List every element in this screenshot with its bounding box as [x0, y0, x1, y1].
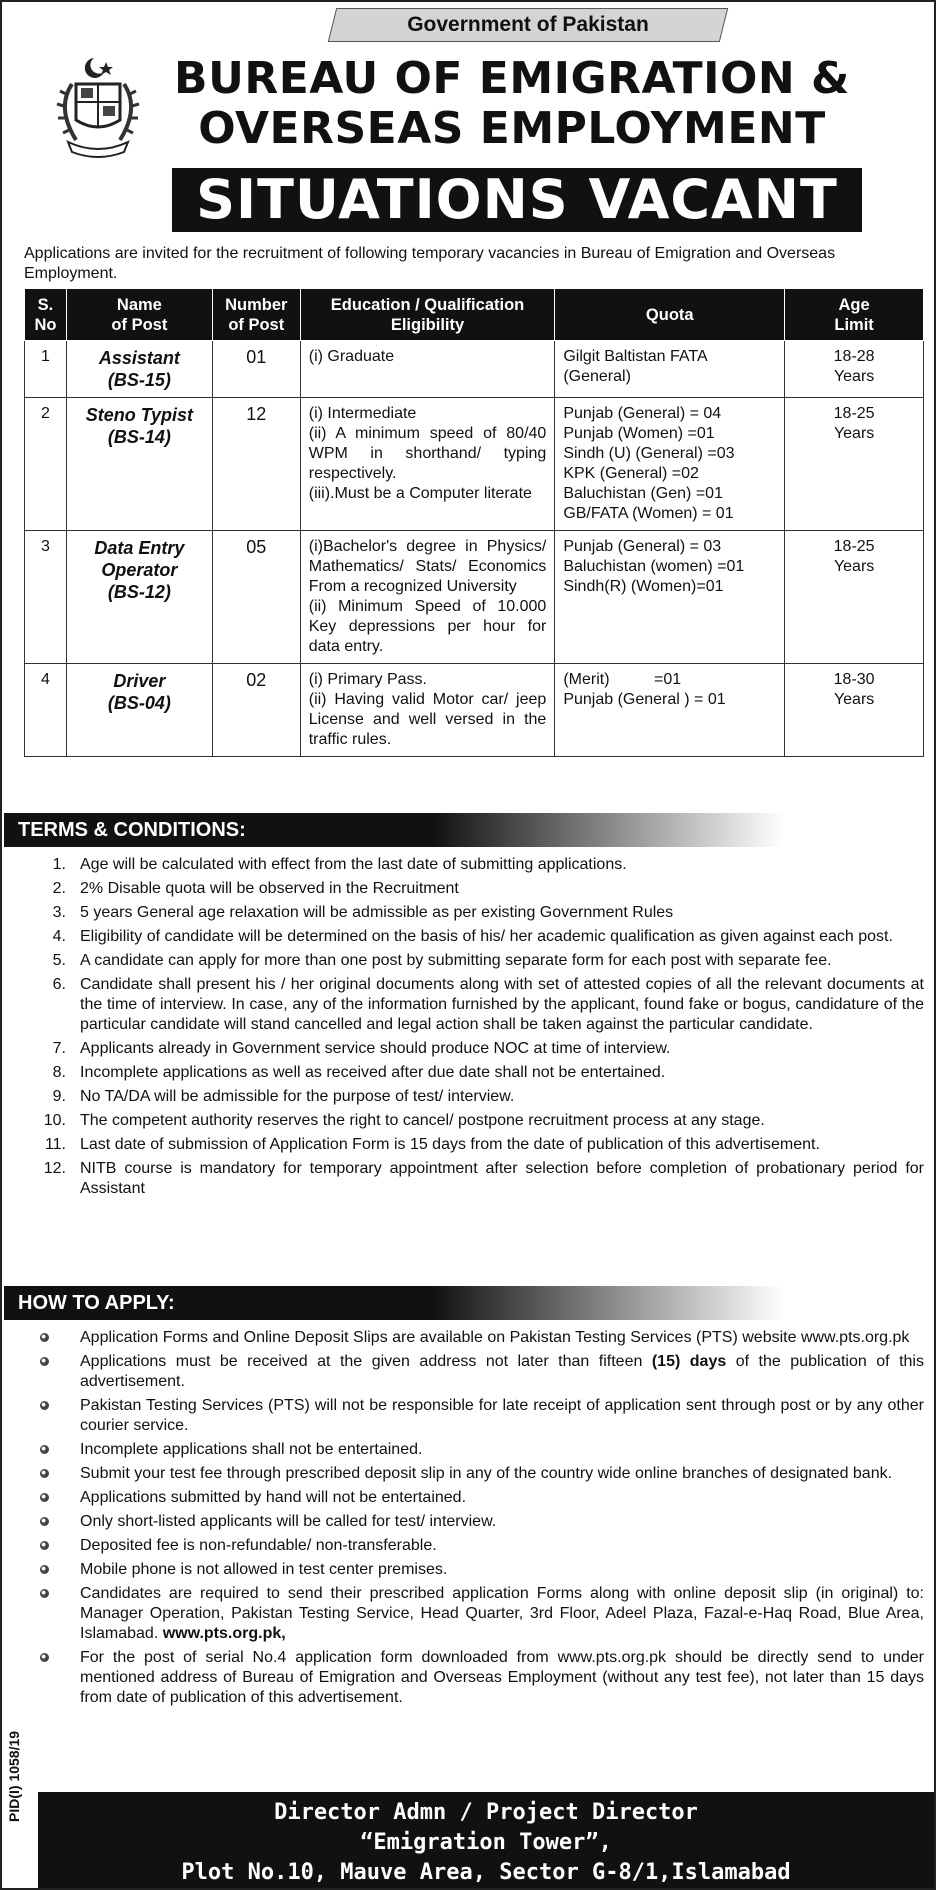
- table-header-row: [25, 289, 924, 341]
- cell-age-limit-line: Years: [833, 425, 875, 442]
- cell-quota-line: Punjab (General ) = 01: [563, 691, 726, 708]
- terms-item-number: 6.: [52, 976, 66, 993]
- apply-item-text-main: Incomplete applications shall not be entertained.: [80, 1441, 423, 1458]
- bureau-title-line-2: OVERSEAS EMPLOYMENT: [198, 103, 826, 154]
- apply-item-text-main: Deposited fee is non-refundable/ non-transferable.: [80, 1537, 437, 1554]
- apply-item: [24, 1328, 924, 1348]
- terms-item-text: 5 years General age relaxation will be admissible as per existing Government Rules: [80, 904, 674, 921]
- footer-line-1: Director Admn / Project Director: [274, 1800, 698, 1825]
- terms-item: [24, 927, 924, 947]
- cell-quota-line: Punjab (General) = 04: [563, 405, 722, 422]
- terms-item: [24, 855, 924, 875]
- cell-age-limit-line: 18-25: [833, 538, 875, 555]
- cell-education-line: (i) Intermediate: [308, 405, 417, 422]
- apply-item: [24, 1584, 924, 1644]
- terms-item: [24, 1087, 924, 1107]
- apply-item-text-bold: www.pts.org.pk,: [162, 1625, 286, 1642]
- terms-item-number: 11.: [44, 1136, 66, 1153]
- table-row: [25, 341, 924, 398]
- cell-quota-line: Sindh (U) (General) =03: [563, 445, 735, 462]
- cell-age-limit-line: 18-30: [833, 671, 875, 688]
- bullet-icon: [24, 1560, 80, 1580]
- pakistan-emblem-icon: [50, 54, 146, 158]
- apply-item-text-bold: (15) days: [651, 1353, 727, 1370]
- cell-age-limit-line: Years: [833, 558, 875, 575]
- apply-item-text: [80, 1560, 924, 1580]
- apply-item-text-main: Pakistan Testing Services (PTS) will not be responsible for late receipt of application sent through post or by any other courier service.: [80, 1397, 924, 1434]
- cell-post-name: [66, 531, 212, 664]
- cell-post-name: [66, 341, 212, 398]
- vacancies-table-body: [25, 341, 924, 757]
- cell-quota-line: Punjab (Women) =01: [563, 425, 715, 442]
- cell-sno: 2: [25, 398, 67, 531]
- cell-post-name-line: (BS-12): [107, 582, 171, 602]
- table-row: [25, 664, 924, 757]
- apply-item: [24, 1440, 924, 1460]
- cell-age-limit-line: Years: [833, 691, 875, 708]
- apply-item: [24, 1536, 924, 1556]
- terms-item-number: 12.: [43, 1160, 66, 1177]
- terms-item-text: Eligibility of candidate will be determined on the basis of his/ her academic qualification as given against each post.: [80, 928, 893, 945]
- apply-item-text: [80, 1328, 924, 1348]
- bureau-title-line-1: BUREAU OF EMIGRATION &: [174, 53, 850, 104]
- bullet-icon: [24, 1352, 80, 1392]
- pid-code: PID(I) 1058/19: [6, 1730, 22, 1822]
- apply-item-text: [80, 1648, 924, 1708]
- apply-item-text-main: Applications must be received at the given address not later than fifteen: [80, 1353, 652, 1370]
- terms-item: [24, 951, 924, 971]
- apply-item-text-end: of the publication of this advertisement.: [80, 1353, 924, 1390]
- terms-item-number: 1.: [52, 856, 66, 873]
- cell-quota-line: (General): [563, 368, 631, 385]
- cell-sno: 4: [25, 664, 67, 757]
- cell-age-limit: [785, 341, 924, 398]
- cell-education: [300, 664, 555, 757]
- cell-age-limit-line: 18-25: [833, 405, 875, 422]
- terms-item-number: 4.: [52, 928, 66, 945]
- terms-item-text: Last date of submission of Application Form is 15 days from the date of publication of this advertisement.: [80, 1136, 820, 1153]
- cell-quota: [555, 398, 785, 531]
- apply-item: [24, 1352, 924, 1392]
- terms-item: [24, 1135, 924, 1155]
- cell-quota-line: Baluchistan (Gen) =01: [563, 485, 723, 502]
- cell-quota-line: GB/FATA (Women) = 01: [563, 505, 734, 522]
- header-name-of-post: Name of Post: [66, 289, 212, 341]
- cell-quota: [555, 664, 785, 757]
- apply-item: [24, 1488, 924, 1508]
- terms-item: [24, 1159, 924, 1199]
- bullet-icon: [24, 1440, 80, 1460]
- terms-item-number: 3.: [52, 904, 66, 921]
- vacancies-table: [24, 288, 924, 757]
- cell-post-name-line: (BS-04): [107, 693, 171, 713]
- cell-education: [300, 341, 555, 398]
- cell-age-limit: [785, 531, 924, 664]
- cell-number-of-post: 02: [212, 664, 300, 757]
- apply-item: [24, 1464, 924, 1484]
- terms-item: [24, 903, 924, 923]
- cell-post-name-line: Driver: [113, 671, 166, 691]
- cell-number-of-post: 05: [212, 531, 300, 664]
- bullet-icon: [24, 1512, 80, 1532]
- cell-education-line: (i) Graduate: [308, 348, 395, 365]
- terms-item-number: 7.: [52, 1040, 66, 1057]
- cell-education: [300, 531, 555, 664]
- terms-item-number: 10.: [43, 1112, 66, 1129]
- cell-post-name-line: Assistant: [98, 348, 180, 368]
- cell-number-of-post: 01: [212, 341, 300, 398]
- terms-item-number: 2.: [52, 880, 66, 897]
- cell-education-line: (i) Primary Pass.: [308, 671, 427, 688]
- terms-item: [24, 1063, 924, 1083]
- bullet-icon: [24, 1488, 80, 1508]
- header-age-limit: Age Limit: [785, 289, 924, 341]
- terms-item-number: 9.: [52, 1088, 66, 1105]
- bullet-icon: [24, 1464, 80, 1484]
- header-number-of-post: Number of Post: [212, 289, 300, 341]
- terms-item: [24, 1111, 924, 1131]
- cell-post-name-line: Steno Typist: [85, 405, 194, 425]
- apply-item: [24, 1396, 924, 1436]
- apply-item-text: [80, 1488, 924, 1508]
- cell-education-line: (ii) Minimum Speed of 10.000 Key depressions per hour for data entry.: [308, 598, 547, 655]
- apply-item-text-main: Application Forms and Online Deposit Slips are available on Pakistan Testing Services (PTS) website www.pts.org.pk: [80, 1329, 910, 1346]
- apply-item-text: [80, 1536, 924, 1556]
- cell-age-limit: [785, 398, 924, 531]
- footer-line-3: Plot No.10, Mauve Area, Sector G-8/1,Islamabad: [181, 1860, 791, 1885]
- apply-item-text: [80, 1352, 924, 1392]
- cell-post-name: [66, 398, 212, 531]
- cell-education-line: (iii).Must be a Computer literate: [308, 485, 532, 502]
- header-quota: Quota: [555, 289, 785, 341]
- apply-item-text: [80, 1440, 924, 1460]
- bullet-icon: [24, 1328, 80, 1348]
- apply-item-text: [80, 1464, 924, 1484]
- cell-quota-line: KPK (General) =02: [563, 465, 699, 482]
- apply-item-text-main: For the post of serial No.4 application form downloaded from www.pts.org.pk should be directly send to under mentioned address of Bureau of Emigration and Overseas Employment (without any test fee), not later than 15 days from date of publication of this advertisement.: [80, 1649, 924, 1706]
- apply-item-text-main: Only short-listed applicants will be called for test/ interview.: [80, 1513, 497, 1530]
- apply-item: [24, 1648, 924, 1708]
- cell-post-name: [66, 664, 212, 757]
- cell-quota: [555, 531, 785, 664]
- cell-age-limit-line: Years: [833, 368, 875, 385]
- cell-age-limit-line: 18-28: [833, 348, 875, 365]
- cell-quota-line: Punjab (General) = 03: [563, 538, 722, 555]
- bureau-title: [152, 54, 872, 154]
- apply-item-text-main: Candidates are required to send their prescribed application Forms along with online deposit slip (in original) to: Manager Operation, Pakistan Testing Service, Head Quarter, 3rd Floor, Adeel Plaza, Fazal-e-Haq Road, Blue Area, Islamabad.: [80, 1585, 924, 1642]
- how-to-apply-list: [24, 1328, 924, 1712]
- terms-header: TERMS & CONDITIONS:: [4, 813, 784, 847]
- cell-post-name-line: (BS-15): [107, 370, 171, 390]
- cell-quota-line: Baluchistan (women) =01: [563, 558, 745, 575]
- terms-list: [24, 855, 924, 1203]
- cell-education: [300, 398, 555, 531]
- cell-education-line: (ii) A minimum speed of 80/40 WPM in shorthand/ typing respectively.: [308, 425, 547, 482]
- apply-item-text: [80, 1512, 924, 1532]
- intro-text: Applications are invited for the recruitment of following temporary vacancies in Bureau of Emigration and Overseas Employment.: [24, 245, 836, 282]
- terms-item-text: Age will be calculated with effect from the last date of submitting applications.: [80, 856, 627, 873]
- cell-education-line: (ii) Having valid Motor car/ jeep License and well versed in the traffic rules.: [308, 691, 547, 748]
- terms-item: [24, 975, 924, 1035]
- terms-item-text: 2% Disable quota will be observed in the Recruitment: [80, 880, 459, 897]
- header-education: Education / Qualification Eligibility: [300, 289, 555, 341]
- terms-item-number: 5.: [52, 952, 66, 969]
- bullet-icon: [24, 1536, 80, 1556]
- apply-item: [24, 1512, 924, 1532]
- cell-quota: [555, 341, 785, 398]
- cell-education-line: (i)Bachelor's degree in Physics/ Mathematics/ Stats/ Economics From a recognized University: [308, 538, 547, 595]
- apply-item-text-main: Applications submitted by hand will not be entertained.: [80, 1489, 467, 1506]
- terms-item-text: The competent authority reserves the right to cancel/ postpone recruitment process at any stage.: [80, 1112, 765, 1129]
- cell-quota-line: (Merit) =01: [563, 671, 682, 688]
- bullet-icon: [24, 1584, 80, 1644]
- cell-sno: 1: [25, 341, 67, 398]
- terms-item-text: NITB course is mandatory for temporary appointment after selection before completion of probationary period for Assistant: [80, 1160, 924, 1197]
- terms-item-text: Candidate shall present his / her original documents along with set of attested copies of all the relevant documents at the time of interview. In case, any of the information furnished by the applicant, found fake or bogus, candidature of the particular candidate will stand cancelled and legal action shall be taken against the particular candidate.: [80, 976, 924, 1033]
- table-row: [25, 398, 924, 531]
- cell-number-of-post: 12: [212, 398, 300, 531]
- terms-item-text: A candidate can apply for more than one post by submitting separate form for each post with separate fee.: [80, 952, 832, 969]
- cell-post-name-line: Operator: [101, 560, 178, 580]
- how-to-apply-header: HOW TO APPLY:: [4, 1286, 784, 1320]
- terms-item: [24, 1039, 924, 1059]
- bullet-icon: [24, 1648, 80, 1708]
- terms-item-text: Incomplete applications as well as received after due date shall not be entertained.: [80, 1064, 666, 1081]
- apply-item-text: [80, 1584, 924, 1644]
- cell-quota-line: Gilgit Baltistan FATA: [563, 348, 708, 365]
- cell-quota-line: Sindh(R) (Women)=01: [563, 578, 724, 595]
- apply-item-text: [80, 1396, 924, 1436]
- terms-item-text: Applicants already in Government service should produce NOC at time of interview.: [80, 1040, 671, 1057]
- footer-line-2: “Emigration Tower”,: [360, 1830, 612, 1855]
- government-label: Government of Pakistan: [407, 13, 649, 36]
- header-sno: S. No: [25, 289, 67, 341]
- bullet-icon: [24, 1396, 80, 1436]
- cell-post-name-line: (BS-14): [107, 427, 171, 447]
- terms-item-text: No TA/DA will be admissible for the purpose of test/ interview.: [80, 1088, 515, 1105]
- cell-post-name-line: Data Entry: [94, 538, 185, 558]
- apply-item-text-main: Mobile phone is not allowed in test center premises.: [80, 1561, 448, 1578]
- terms-item: [24, 879, 924, 899]
- situations-vacant-banner: SITUATIONS VACANT: [172, 168, 862, 232]
- terms-item-number: 8.: [52, 1064, 66, 1081]
- cell-sno: 3: [25, 531, 67, 664]
- table-row: [25, 531, 924, 664]
- apply-item-text-main: Submit your test fee through prescribed deposit slip in any of the country wide online branches of designated bank.: [80, 1465, 893, 1482]
- cell-age-limit: [785, 664, 924, 757]
- footer-address-block: [38, 1792, 934, 1890]
- apply-item: [24, 1560, 924, 1580]
